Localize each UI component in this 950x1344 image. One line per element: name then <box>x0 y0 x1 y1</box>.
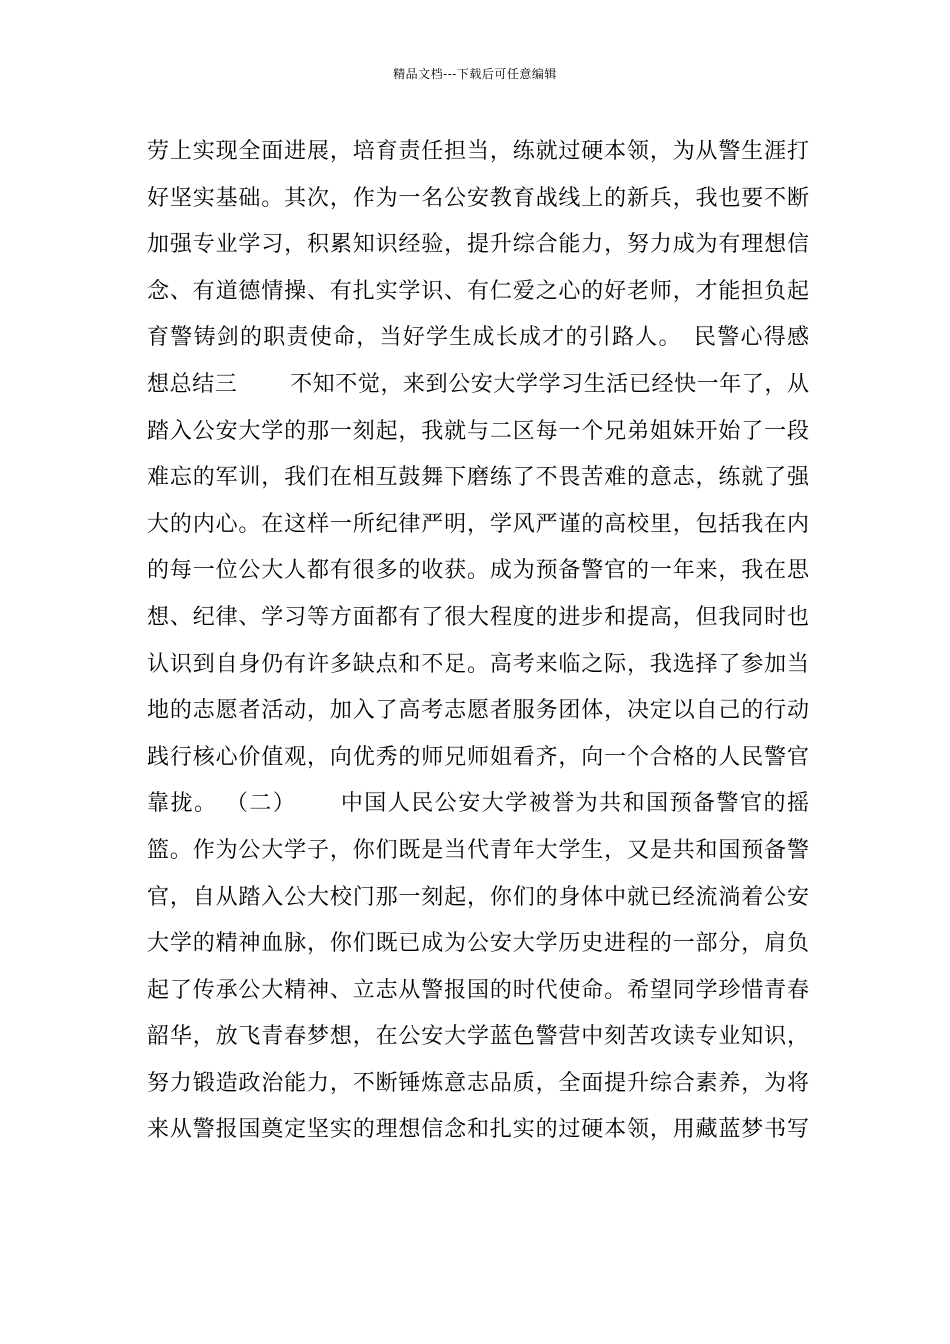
text-line: 官，自从踏入公大校门那一刻起，你们的身体中就已经流淌着公安 <box>147 884 809 910</box>
text-line: 大学的精神血脉，你们既已成为公安大学历史进程的一部分，肩负 <box>147 931 809 957</box>
text-line: 大的内心。在这样一所纪律严明，学风严谨的高校里，包括我在内 <box>147 511 809 537</box>
text-line: 认识到自身仍有许多缺点和不足。高考来临之际，我选择了参加当 <box>147 651 809 677</box>
text-line: 好坚实基础。其次，作为一名公安教育战线上的新兵，我也要不断 <box>147 185 809 211</box>
text-line: 靠拢。 （二） 中国人民公安大学被誉为共和国预备警官的摇 <box>147 791 809 817</box>
text-line: 育警铸剑的职责使命，当好学生成长成才的引路人。 民警心得感 <box>147 325 809 351</box>
text-line: 篮。作为公大学子，你们既是当代青年大学生，又是共和国预备警 <box>147 837 809 863</box>
text-line: 起了传承公大精神、立志从警报国的时代使命。希望同学珍惜青春 <box>147 977 809 1003</box>
body-text <box>147 129 809 1154</box>
text-line: 的每一位公大人都有很多的收获。成为预备警官的一年来，我在思 <box>147 558 809 584</box>
text-line: 努力锻造政治能力，不断锤炼意志品质，全面提升综合素养，为将 <box>147 1070 809 1096</box>
text-line: 来从警报国奠定坚实的理想信念和扎实的过硬本领，用藏蓝梦书写 <box>147 1117 809 1143</box>
text-line: 韶华，放飞青春梦想，在公安大学蓝色警营中刻苦攻读专业知识， <box>147 1024 809 1050</box>
text-line: 加强专业学习，积累知识经验，提升综合能力，努力成为有理想信 <box>147 232 809 258</box>
text-line: 想、纪律、学习等方面都有了很大程度的进步和提高，但我同时也 <box>147 604 809 630</box>
text-line: 踏入公安大学的那一刻起，我就与二区每一个兄弟姐妹开始了一段 <box>147 418 809 444</box>
text-line: 地的志愿者活动，加入了高考志愿者服务团体，决定以自己的行动 <box>147 698 809 724</box>
text-line: 念、有道德情操、有扎实学识、有仁爱之心的好老师，才能担负起 <box>147 278 809 304</box>
text-line: 劳上实现全面进展，培育责任担当，练就过硬本领，为从警生涯打 <box>147 139 809 164</box>
text-line: 践行核心价值观，向优秀的师兄师姐看齐，向一个合格的人民警官 <box>147 744 809 770</box>
text-line: 难忘的军训，我们在相互鼓舞下磨练了不畏苦难的意志，练就了强 <box>147 465 809 491</box>
page-header: 精品文档---下载后可任意编辑 <box>393 67 557 81</box>
text-line: 想总结三 不知不觉，来到公安大学学习生活已经快一年了，从 <box>147 371 809 397</box>
